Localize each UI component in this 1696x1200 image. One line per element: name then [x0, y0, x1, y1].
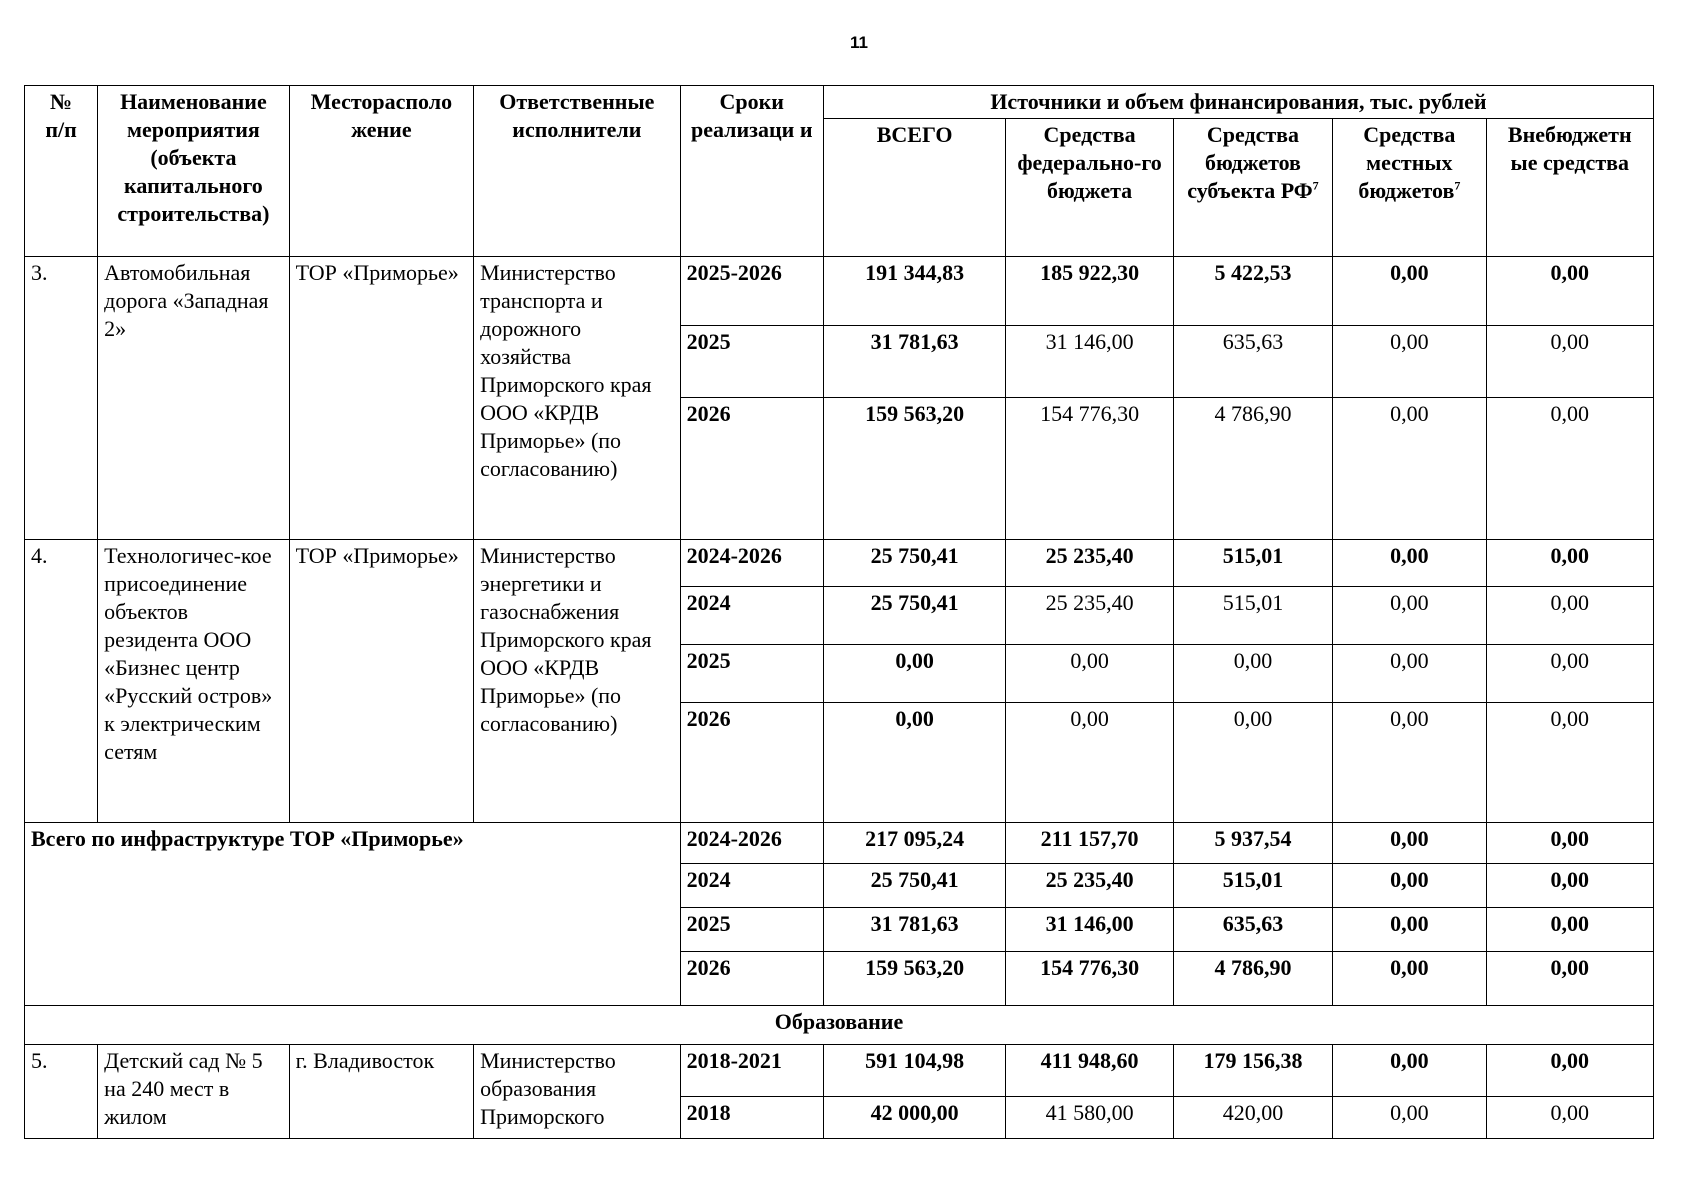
- table-row: [25, 540, 1654, 587]
- row-period: 2024: [680, 864, 823, 908]
- row-period: 2024: [680, 587, 823, 645]
- cell-extra: 0,00: [1486, 326, 1653, 398]
- header-num: № п/п: [25, 86, 98, 257]
- row-period: 2025: [680, 908, 823, 952]
- row-num: 4.: [25, 540, 98, 823]
- cell-federal: 154 776,30: [1006, 398, 1173, 540]
- cell-total: 159 563,20: [823, 952, 1005, 1006]
- header-location: Месторасполо жение: [289, 86, 473, 257]
- row-name: Автомобильная дорога «Западная 2»: [98, 257, 289, 540]
- header-extra: Внебюджетн ые средства: [1486, 119, 1653, 257]
- row-num: 3.: [25, 257, 98, 540]
- cell-subject: 0,00: [1173, 703, 1332, 823]
- row-name: Технологичес-кое присоединение объектов резидента ООО «Бизнес центр «Русский остров» к электрическим сетям: [98, 540, 289, 823]
- cell-local: 0,00: [1333, 1097, 1486, 1139]
- cell-local: 0,00: [1333, 540, 1486, 587]
- row-period: 2026: [680, 398, 823, 540]
- row-name: Детский сад № 5 на 240 мест в жилом: [98, 1045, 289, 1139]
- cell-subject: 4 786,90: [1173, 952, 1332, 1006]
- cell-subject: 5 422,53: [1173, 257, 1332, 326]
- cell-subject: 420,00: [1173, 1097, 1332, 1139]
- cell-federal: 25 235,40: [1006, 864, 1173, 908]
- cell-subject: 515,01: [1173, 864, 1332, 908]
- cell-subject: 635,63: [1173, 908, 1332, 952]
- header-federal: Средства федерально-го бюджета: [1006, 119, 1173, 257]
- row-executors: Министерство образования Приморского: [474, 1045, 681, 1139]
- cell-extra: 0,00: [1486, 703, 1653, 823]
- header-row: [25, 86, 1654, 119]
- cell-subject: 515,01: [1173, 540, 1332, 587]
- row-period: 2026: [680, 952, 823, 1006]
- cell-local: 0,00: [1333, 326, 1486, 398]
- cell-federal: 31 146,00: [1006, 908, 1173, 952]
- cell-extra: 0,00: [1486, 257, 1653, 326]
- cell-local: 0,00: [1333, 703, 1486, 823]
- cell-subject: 515,01: [1173, 587, 1332, 645]
- summary-row: [25, 823, 1654, 864]
- row-period: 2024-2026: [680, 823, 823, 864]
- cell-federal: 0,00: [1006, 703, 1173, 823]
- section-row: [25, 1006, 1654, 1045]
- table-row: [25, 1045, 1654, 1097]
- cell-local: 0,00: [1333, 587, 1486, 645]
- cell-federal: 25 235,40: [1006, 540, 1173, 587]
- cell-total: 31 781,63: [823, 326, 1005, 398]
- cell-local: 0,00: [1333, 257, 1486, 326]
- cell-total: 591 104,98: [823, 1045, 1005, 1097]
- cell-subject: 4 786,90: [1173, 398, 1332, 540]
- cell-total: 42 000,00: [823, 1097, 1005, 1139]
- cell-local: 0,00: [1333, 1045, 1486, 1097]
- cell-extra: 0,00: [1486, 864, 1653, 908]
- cell-local: 0,00: [1333, 823, 1486, 864]
- cell-federal: 411 948,60: [1006, 1045, 1173, 1097]
- header-financing: Источники и объем финансирования, тыс. рублей: [823, 86, 1653, 119]
- cell-federal: 41 580,00: [1006, 1097, 1173, 1139]
- row-period: 2026: [680, 703, 823, 823]
- cell-total: 191 344,83: [823, 257, 1005, 326]
- cell-local: 0,00: [1333, 645, 1486, 703]
- cell-total: 31 781,63: [823, 908, 1005, 952]
- cell-federal: 211 157,70: [1006, 823, 1173, 864]
- cell-extra: 0,00: [1486, 1097, 1653, 1139]
- financing-table: [24, 85, 1654, 1139]
- header-executors: Ответственные исполнители: [474, 86, 681, 257]
- row-executors: Министерство энергетики и газоснабжения Приморского края ООО «КРДВ Приморье» (по согласованию): [474, 540, 681, 823]
- cell-subject: 0,00: [1173, 645, 1332, 703]
- cell-extra: 0,00: [1486, 645, 1653, 703]
- row-num: 5.: [25, 1045, 98, 1139]
- row-period: 2025: [680, 326, 823, 398]
- cell-subject: 179 156,38: [1173, 1045, 1332, 1097]
- header-local: Средства местных бюджетов$^7$: [1333, 119, 1486, 257]
- cell-total: 25 750,41: [823, 587, 1005, 645]
- cell-total: 0,00: [823, 703, 1005, 823]
- cell-total: 217 095,24: [823, 823, 1005, 864]
- cell-total: 25 750,41: [823, 864, 1005, 908]
- cell-total: 25 750,41: [823, 540, 1005, 587]
- cell-local: 0,00: [1333, 908, 1486, 952]
- cell-federal: 185 922,30: [1006, 257, 1173, 326]
- cell-extra: 0,00: [1486, 908, 1653, 952]
- row-period: 2018-2021: [680, 1045, 823, 1097]
- header-subject: Средства бюджетов субъекта $РФ^7$: [1173, 119, 1332, 257]
- cell-total: 159 563,20: [823, 398, 1005, 540]
- summary-label: Всего по инфраструктуре ТОР «Приморье»: [25, 823, 681, 1006]
- cell-local: 0,00: [1333, 864, 1486, 908]
- row-location: ТОР «Приморье»: [289, 540, 473, 823]
- header-period: Сроки реализаци и: [680, 86, 823, 257]
- header-total: ВСЕГО: [823, 119, 1005, 257]
- row-period: 2024-2026: [680, 540, 823, 587]
- cell-extra: 0,00: [1486, 540, 1653, 587]
- row-period: 2025-2026: [680, 257, 823, 326]
- row-executors: Министерство транспорта и дорожного хозяйства Приморского края ООО «КРДВ Приморье» (по согласованию): [474, 257, 681, 540]
- cell-extra: 0,00: [1486, 398, 1653, 540]
- cell-extra: 0,00: [1486, 587, 1653, 645]
- cell-federal: 25 235,40: [1006, 587, 1173, 645]
- page-number: 11: [850, 33, 868, 52]
- header-name: Наименование мероприятия (объекта капитального строительства): [98, 86, 289, 257]
- cell-federal: 154 776,30: [1006, 952, 1173, 1006]
- table-row: [25, 257, 1654, 326]
- cell-extra: 0,00: [1486, 1045, 1653, 1097]
- cell-extra: 0,00: [1486, 823, 1653, 864]
- row-period: 2018: [680, 1097, 823, 1139]
- cell-subject: 635,63: [1173, 326, 1332, 398]
- cell-federal: 31 146,00: [1006, 326, 1173, 398]
- cell-total: 0,00: [823, 645, 1005, 703]
- row-period: 2025: [680, 645, 823, 703]
- row-location: ТОР «Приморье»: [289, 257, 473, 540]
- cell-local: 0,00: [1333, 952, 1486, 1006]
- cell-extra: 0,00: [1486, 952, 1653, 1006]
- cell-local: 0,00: [1333, 398, 1486, 540]
- section-title: Образование: [25, 1006, 1654, 1045]
- cell-subject: 5 937,54: [1173, 823, 1332, 864]
- row-location: г. Владивосток: [289, 1045, 473, 1139]
- cell-federal: 0,00: [1006, 645, 1173, 703]
